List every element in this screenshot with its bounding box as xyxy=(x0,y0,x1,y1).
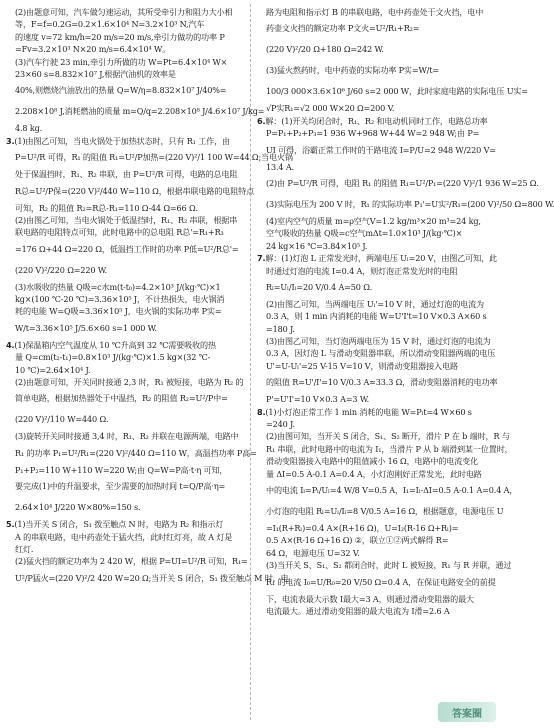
text-line xyxy=(257,593,497,605)
problem-number: 6. xyxy=(257,115,266,126)
text-line xyxy=(257,501,504,522)
text-line xyxy=(6,68,244,80)
line-text: P₁+P₂=110 W+110 W=220 W;由 Q=W=P高·t·η 可知， xyxy=(15,464,228,475)
text-line xyxy=(257,215,497,227)
line-text: (2)由题意可知，汽车做匀速运动，其所受牵引力和阻力大小相 xyxy=(15,7,233,17)
line-text: 64 Ω，电源电压 U=32 V. xyxy=(266,547,360,558)
text-line xyxy=(257,298,497,310)
text-line xyxy=(257,335,497,347)
line-text: 下，电流表最大示数 I最大=3 A，则通过滑动变阻器的最大 xyxy=(266,593,474,604)
text-line xyxy=(257,81,528,102)
text-line xyxy=(257,347,497,359)
line-text: P=U²/R 可得，R₁ 的阻值 R₁=U²/P加热=(220 V)²/1 100 W=44 Ω;当电火锅 xyxy=(15,152,293,163)
line-text: 的阻值 R=U'/I'=10 V/0.3 A≈33.3 Ω，滑动变阻器消耗的电功率 xyxy=(266,377,498,388)
text-line xyxy=(257,418,497,430)
line-text: 小灯泡的电阻 Rₗ=Uₗ/Iₗ=8 V/0.5 A=16 Ω，根据题意，电源电压 U xyxy=(266,505,504,516)
line-text: (3)实际电压为 200 V 时，R₁ 的实际功率 P₁'=U实²/R₁=(200 V)²/50 Ω=800 W. xyxy=(266,198,554,209)
line-text: (2)由图可知，当开关 S 闭合，S₁、S₂ 断开，滑片 P 在 b 端时，R 与 xyxy=(266,431,510,442)
text-line xyxy=(257,227,497,239)
text-line xyxy=(6,518,244,530)
line-text: R₁ 的电流 I₀=U/R₀=20 V/50 Ω=0.4 A，在保证电路安全的前提 xyxy=(266,576,496,587)
watermark-logo xyxy=(438,702,496,722)
text-line xyxy=(257,194,554,215)
line-text: 量 Q=cm(t₂-t₁)=0.8×10³ J/(kg·℃)×1.5 kg×(32 ℃- xyxy=(15,352,211,363)
line-text: =240 J. xyxy=(266,419,295,430)
text-line xyxy=(257,252,497,264)
text-line xyxy=(257,468,497,480)
text-line xyxy=(6,464,244,476)
text-line xyxy=(257,102,497,114)
text-line xyxy=(6,181,255,202)
line-text: 的速度 v=72 km/h=20 m/s=20 m/s,牵引力做功的功率 P xyxy=(15,31,225,42)
line-text: R₁ 的功率 P₁=U²/R₁=(220 V)²/440 Ω=110 W，高温挡功率 P高= xyxy=(15,447,257,458)
line-text: U²/P猛火=(220 V)²/2 420 W=20 Ω;当开关 S 闭合，S₁ 拨至触点 M 时，电 xyxy=(15,572,289,583)
text-line xyxy=(257,605,497,617)
line-text: =Fv=3.2×10³ N×20 m/s=6.4×10⁴ W。 xyxy=(15,44,171,55)
text-line xyxy=(6,135,244,147)
text-line xyxy=(6,43,244,55)
line-text: 2.208×10⁸ J,消耗燃油的质量 m=Q/q=2.208×10⁸ J/4.6×10⁷ J/kg= xyxy=(15,106,265,117)
text-line xyxy=(257,393,497,405)
line-text: 耗的电能 W=Q吸=3.36×10⁵ J，电火锅的实际功率 P实= xyxy=(15,306,222,317)
line-text: (1)当开关 S 闭合，S₁ 拨至触点 N 时，电路为 R₂ 和指示灯 xyxy=(14,519,224,530)
line-text: (2)猛火挡的额定功率为 2 420 W，根据 P=UI=U²/R 可知，R₁= xyxy=(15,556,248,567)
line-text: W/t=3.36×10⁵ J/5.6×60 s=1 000 W. xyxy=(15,322,157,333)
text-line xyxy=(6,226,244,238)
line-text: (3)汽车行驶 23 min,牵引力所做的功 W=Pt=6.4×10⁴ W× xyxy=(15,56,228,67)
line-text: R₁ 串联，此时电路中的电流为 I₁，当滑片 P 从 b 端滑到某一位置时， xyxy=(266,443,513,454)
line-text: 处于保温挡时，R₁、R₂ 串联，由 P=U²/R 可得，电路的总电阻 xyxy=(15,169,238,180)
line-text: 解：(1)灯泡 L 正常发光时，两端电压 Uₗ=20 V，由图乙可知，此 xyxy=(265,253,497,264)
text-line xyxy=(6,122,244,134)
line-text: (3)旋转开关同时接通 3,4 时，R₁、R₂ 并联在电源两端，电路中 xyxy=(15,431,239,442)
line-text: 量 ΔI=0.5 A-0.1 A=0.4 A，小灯泡刚好正常发光，此时电路 xyxy=(266,468,482,479)
line-text: (3)猛火熬药时，电中药壶的实际功率 P实=W/t= xyxy=(266,65,439,76)
text-line xyxy=(6,281,244,293)
line-text: 40%,则燃烧汽油放出的热量 Q=W/η=8.832×10⁷ J/40%= xyxy=(15,85,227,96)
line-text: (1)小灯泡正常工作 1 min 消耗的电能 W=Pₗt=4 W×60 s xyxy=(265,406,472,417)
line-text: (2)由图乙可知，当两端电压 Uₗ'=10 V 时，通过灯泡的电流为 xyxy=(266,298,484,309)
line-text: =I₁(R+Rₗ)=0.4 A×(R+16 Ω)，U=I₂(R-16 Ω+Rₗ)= xyxy=(266,522,459,533)
line-text: Rₗ=Uₗ/Iₗ=20 V/0.4 A=50 Ω. xyxy=(266,281,373,292)
text-line xyxy=(257,127,497,139)
text-line xyxy=(6,568,289,589)
text-line xyxy=(257,277,497,298)
line-text: 滑动变阻器接入电路中的阻值减小 16 Ω，电路中的电流变化 xyxy=(266,456,479,467)
line-text: 24 kg×16 ℃=3.84×10⁵ J. xyxy=(266,240,368,251)
line-text: 4.8 kg. xyxy=(15,123,43,134)
text-line xyxy=(6,351,244,363)
line-text: (1)由图乙可知，当电火锅处于加热状态时，只有 R₁ 工作，由 xyxy=(14,135,230,146)
text-line xyxy=(257,173,539,194)
text-line xyxy=(6,305,244,317)
line-text: (220 V)²/220 Ω=220 W. xyxy=(15,264,108,275)
line-text: (3)由图乙可知，当灯泡两端电压为 15 V 时，通过灯泡的电流为 xyxy=(266,336,491,347)
text-line xyxy=(257,455,497,467)
line-text: (3)水吸收的热量 Q吸=c水m(t-t₀)=4.2×10³ J/(kg·℃)×1 xyxy=(15,281,221,292)
line-text: kg×(100 ℃-20 ℃)=3.36×10⁵ J，不计热损失，电火锅消 xyxy=(15,294,225,305)
line-text: 2.64×10⁴ J/220 W×80%=150 s. xyxy=(15,502,141,513)
text-line xyxy=(257,115,497,127)
text-line xyxy=(257,60,497,81)
line-text: 时通过灯泡的电流 I=0.4 A，则灯泡正常发光时的电阻 xyxy=(266,265,458,276)
text-line xyxy=(6,531,244,543)
text-line xyxy=(6,56,244,68)
line-text: =180 J. xyxy=(266,323,295,334)
text-line xyxy=(257,240,497,252)
line-text: (2)由 P=U²/R 可得，电阻 R₁ 的阻值 R₁=U²/P₁=(220 V)²/1 936 W=25 Ω. xyxy=(266,177,539,188)
text-line xyxy=(257,559,512,571)
text-line xyxy=(6,555,248,567)
line-text: (2)由图乙可知，当电火锅处于低温挡时，R₁、R₂ 串联，根据串 xyxy=(15,214,238,225)
text-line xyxy=(257,18,497,39)
line-text: 可知，R₂ 的阻值 R₂=R总-R₁=110 Ω-44 Ω=66 Ω. xyxy=(15,202,198,213)
watermark-text: 答案圈 xyxy=(452,709,482,720)
text-line xyxy=(6,293,244,305)
line-text: 空气吸收的热量 Q吸=c空气mΔt=1.0×10³ J/(kg·℃)× xyxy=(266,228,463,239)
text-line xyxy=(257,522,497,534)
problem-number: 8. xyxy=(257,406,266,417)
text-line xyxy=(6,260,244,281)
line-text: √P实R₁=√2 000 W×20 Ω=200 V. xyxy=(266,103,395,114)
line-text: (3)当开关 S、S₁、S₂ 都闭合时，此时 L 被短接，R₁ 与 R 并联，通过 xyxy=(266,560,512,571)
line-text: UI 可得，浴霸正常工作时的干路电流 I=P/U=2 948 W/220 V= xyxy=(266,144,496,155)
line-text: 等，F=f=0.2G=0.2×1.6×10⁴ N=3.2×10³ N,汽车 xyxy=(15,19,205,30)
text-line xyxy=(257,534,497,546)
text-line xyxy=(6,18,244,30)
text-line xyxy=(6,339,244,351)
line-text: 电流最大。通过滑动变阻器的最大电流为 I滑=2.6 A xyxy=(266,605,450,616)
text-line xyxy=(6,202,244,214)
line-text: (220 V)²/20 Ω+180 Ω=242 W. xyxy=(266,44,384,55)
line-text: 13.4 A. xyxy=(266,161,294,172)
text-line xyxy=(257,310,497,322)
line-text: 0.3 A，因灯泡 L 与滑动变阻器串联，所以滑动变阻器两端的电压 xyxy=(266,348,496,359)
problem-number: 3. xyxy=(6,135,15,146)
text-line xyxy=(6,6,244,18)
text-line xyxy=(6,80,244,101)
text-line xyxy=(6,430,244,442)
text-line xyxy=(6,214,244,226)
text-line xyxy=(6,318,244,339)
line-text: P=P₁+P₂+P₃=1 936 W+968 W+44 W=2 948 W;由 P= xyxy=(266,128,480,139)
line-text: 23×60 s=8.832×10⁷ J,根据汽油机的效率是 xyxy=(15,68,176,79)
line-text: (4)室内空气的质量 m=ρ空气V=1.2 kg/m³×20 m³=24 kg, xyxy=(266,215,481,226)
text-line xyxy=(257,161,497,173)
line-text: 要完成(1)中的升温要求，至少需要的加热时间 t=Q/P高·η= xyxy=(15,481,226,492)
line-text: =176 Ω+44 Ω=220 Ω，低温挡工作时的功率 P低=U²/R总'= xyxy=(15,243,239,254)
problem-number: 4. xyxy=(6,339,15,350)
line-text: 0.5 A×(R-16 Ω+16 Ω) ②，联立①②两式解得 R= xyxy=(266,535,449,546)
text-line xyxy=(6,543,244,555)
text-line xyxy=(6,388,244,409)
line-text: 简单电路，根据加热器处于中温挡，R₂ 的阻值 R₂=U²/P中= xyxy=(15,393,228,404)
text-line xyxy=(6,168,244,180)
line-text: 红灯. xyxy=(15,543,34,554)
text-line xyxy=(257,406,497,418)
line-text: 药壶文火挡的额定功率 P文火=U²/R₁+R₂= xyxy=(266,23,420,34)
line-text: 路为电阻和指示灯 B 的串联电路，电中药壶处于文火挡，电中 xyxy=(266,7,484,17)
line-text: 10 ℃)=2.64×10⁴ J. xyxy=(15,364,91,375)
line-text: A 的串联电路，电中药壶处于猛火挡，此时红灯亮，故 A 灯是 xyxy=(15,531,233,542)
right-column xyxy=(257,6,554,617)
text-line xyxy=(6,31,244,43)
text-line xyxy=(257,480,518,501)
text-line xyxy=(257,6,497,18)
line-text: 100/3 000×3.6×10⁶ J/60 s=2 000 W，此时家庭电路的实际电压 U实= xyxy=(266,86,528,97)
problem-number: 5. xyxy=(6,519,15,530)
text-line xyxy=(257,323,497,335)
text-line xyxy=(6,409,244,430)
problem-number: 7. xyxy=(257,253,266,264)
line-text: P'=U'I'=10 V×0.3 A=3 W. xyxy=(266,394,370,405)
line-text: R总=U²/P保=(220 V)²/440 W=110 Ω，根据串联电路的电阻特点 xyxy=(15,185,255,196)
text-line xyxy=(6,376,244,388)
text-line xyxy=(257,547,497,559)
text-line xyxy=(6,364,244,376)
text-line xyxy=(257,443,513,455)
line-text: U'=U-Uₗ'=25 V-15 V=10 V，则滑动变阻器接入电路 xyxy=(266,360,458,371)
text-line xyxy=(257,140,497,161)
line-text: (220 V)²/110 W=440 Ω. xyxy=(15,414,109,425)
line-text: 联电路的电阻特点可知，此时电路中的总电阻 R总'=R₁+R₃ xyxy=(15,227,224,238)
text-line xyxy=(6,443,257,464)
line-text: 中的电流 Iₗ=Pₗ/Uₗ=4 W/8 V=0.5 A，I₁=Iₗ-ΔI=0.5 A-0.1 A=0.4 A， xyxy=(266,484,518,495)
line-text: 解：(1)开关均闭合时，R₁、R₂ 和电动机同时工作，电路总功率 xyxy=(265,115,488,126)
text-line xyxy=(257,265,497,277)
text-line xyxy=(6,239,244,260)
text-line xyxy=(257,430,510,442)
text-line xyxy=(257,372,497,393)
text-line xyxy=(6,476,244,497)
text-line xyxy=(257,39,497,60)
line-text: (1)保温箱内空气温度从 10 ℃升高到 32 ℃需要吸收的热 xyxy=(14,339,216,350)
text-line xyxy=(257,360,497,372)
text-line xyxy=(6,497,244,518)
text-line xyxy=(6,101,265,122)
line-text: (2)由题意可知，开关同时接通 2,3 时，R₁ 被短接，电路为 R₂ 的 xyxy=(15,377,244,388)
text-line xyxy=(257,572,497,593)
line-text: 0.3 A，则 1 min 内消耗的电能 W=U'I't=10 V×0.3 A×60 s xyxy=(266,311,487,322)
